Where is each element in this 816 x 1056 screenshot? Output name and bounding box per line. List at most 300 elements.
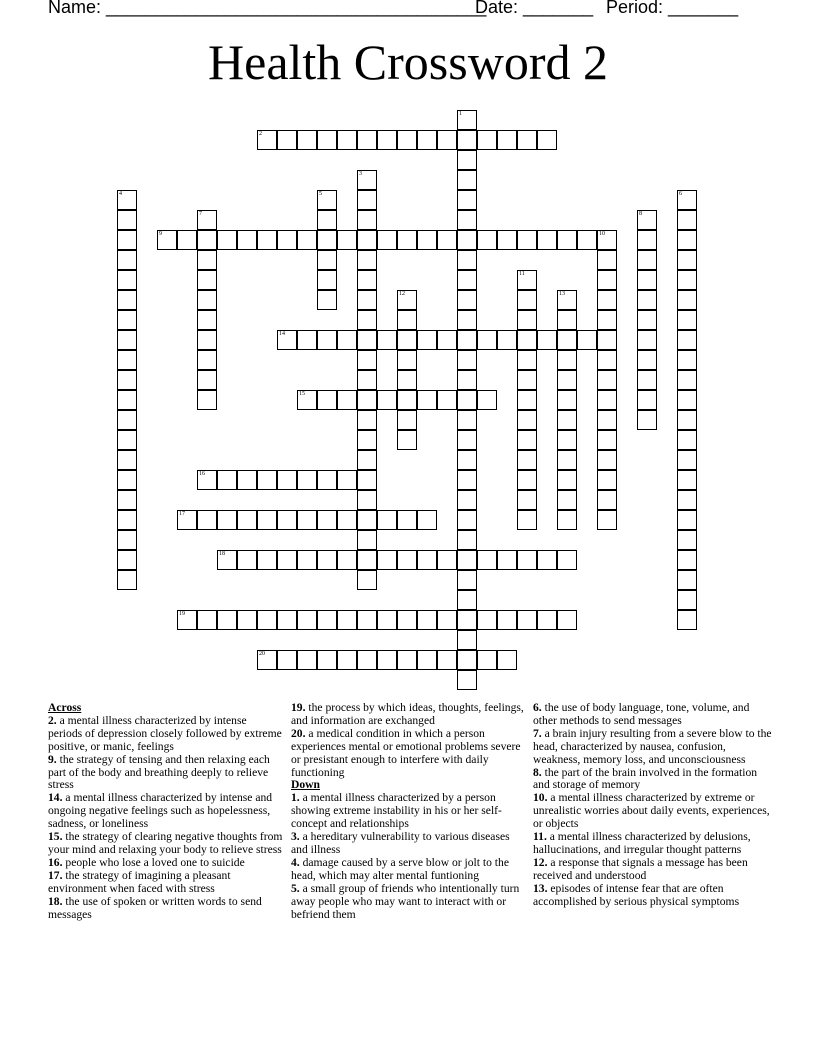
grid-cell[interactable]	[357, 610, 377, 630]
grid-cell[interactable]	[597, 350, 617, 370]
grid-cell[interactable]	[457, 210, 477, 230]
grid-cell[interactable]	[577, 330, 597, 350]
grid-cell[interactable]	[277, 650, 297, 670]
grid-cell[interactable]	[117, 210, 137, 230]
grid-cell[interactable]	[457, 530, 477, 550]
grid-cell[interactable]	[297, 470, 317, 490]
grid-cell[interactable]	[357, 650, 377, 670]
grid-cell[interactable]	[477, 650, 497, 670]
grid-cell[interactable]	[577, 230, 597, 250]
grid-cell[interactable]	[417, 130, 437, 150]
grid-cell[interactable]	[197, 390, 217, 410]
grid-cell[interactable]	[357, 230, 377, 250]
grid-cell[interactable]	[257, 510, 277, 530]
grid-cell[interactable]	[597, 370, 617, 390]
grid-cell[interactable]	[197, 250, 217, 270]
grid-cell[interactable]	[557, 410, 577, 430]
grid-cell[interactable]	[457, 130, 477, 150]
grid-cell[interactable]	[637, 290, 657, 310]
grid-cell[interactable]	[277, 610, 297, 630]
grid-cell[interactable]	[257, 130, 277, 150]
grid-cell[interactable]	[217, 610, 237, 630]
grid-cell[interactable]	[117, 470, 137, 490]
grid-cell[interactable]	[357, 470, 377, 490]
grid-cell[interactable]	[457, 190, 477, 210]
grid-cell[interactable]	[457, 350, 477, 370]
grid-cell[interactable]	[317, 510, 337, 530]
grid-cell[interactable]	[517, 370, 537, 390]
grid-cell[interactable]	[537, 550, 557, 570]
grid-cell[interactable]	[457, 110, 477, 130]
grid-cell[interactable]	[437, 650, 457, 670]
grid-cell[interactable]	[357, 550, 377, 570]
clue-number-label: 12	[399, 291, 405, 297]
grid-cell[interactable]	[297, 330, 317, 350]
grid-cell[interactable]	[677, 570, 697, 590]
grid-cell[interactable]	[457, 330, 477, 350]
grid-cell[interactable]	[497, 230, 517, 250]
grid-cell[interactable]	[637, 250, 657, 270]
grid-cell[interactable]	[117, 310, 137, 330]
clue-text: a mental illness characterized by extreme or unrealistic worries about daily events, experiences, or objects	[533, 791, 770, 831]
grid-cell[interactable]	[357, 190, 377, 210]
grid-cell[interactable]	[297, 650, 317, 670]
grid-cell[interactable]	[337, 390, 357, 410]
grid-cell[interactable]	[637, 350, 657, 370]
clue-number: 1.	[291, 791, 300, 805]
grid-cell[interactable]	[397, 370, 417, 390]
grid-cell[interactable]	[377, 390, 397, 410]
grid-cell[interactable]	[677, 370, 697, 390]
grid-cell[interactable]	[357, 130, 377, 150]
grid-cell[interactable]	[457, 410, 477, 430]
grid-cell[interactable]	[477, 330, 497, 350]
grid-cell[interactable]	[317, 550, 337, 570]
grid-cell[interactable]	[377, 130, 397, 150]
grid-cell[interactable]	[417, 390, 437, 410]
grid-cell[interactable]	[677, 530, 697, 550]
grid-cell[interactable]	[337, 550, 357, 570]
grid-cell[interactable]	[437, 550, 457, 570]
clue-number: 4.	[291, 855, 300, 869]
grid-cell[interactable]	[597, 510, 617, 530]
grid-cell[interactable]	[117, 290, 137, 310]
grid-cell[interactable]	[417, 330, 437, 350]
grid-cell[interactable]	[517, 350, 537, 370]
clue-text: damage caused by a serve blow or jolt to the head, which may alter mental funtioning	[291, 855, 509, 882]
grid-cell[interactable]	[317, 190, 337, 210]
grid-cell[interactable]	[197, 470, 217, 490]
grid-cell[interactable]	[637, 270, 657, 290]
grid-cell[interactable]	[557, 330, 577, 350]
grid-cell[interactable]	[397, 610, 417, 630]
grid-cell[interactable]	[677, 210, 697, 230]
grid-cell[interactable]	[117, 390, 137, 410]
grid-cell[interactable]	[337, 510, 357, 530]
grid-cell[interactable]	[357, 430, 377, 450]
grid-cell[interactable]	[677, 430, 697, 450]
grid-cell[interactable]	[597, 470, 617, 490]
grid-cell[interactable]	[677, 490, 697, 510]
grid-cell[interactable]	[177, 610, 197, 630]
grid-cell[interactable]	[557, 430, 577, 450]
grid-cell[interactable]	[457, 630, 477, 650]
grid-cell[interactable]	[317, 130, 337, 150]
grid-cell[interactable]	[317, 230, 337, 250]
grid-cell[interactable]	[597, 330, 617, 350]
grid-cell[interactable]	[417, 230, 437, 250]
grid-cell[interactable]	[397, 410, 417, 430]
grid-cell[interactable]	[197, 370, 217, 390]
grid-cell[interactable]	[477, 390, 497, 410]
grid-cell[interactable]	[357, 410, 377, 430]
grid-cell[interactable]	[317, 610, 337, 630]
grid-cell[interactable]	[677, 310, 697, 330]
grid-cell[interactable]	[517, 450, 537, 470]
grid-cell[interactable]	[457, 490, 477, 510]
grid-cell[interactable]	[597, 490, 617, 510]
grid-cell[interactable]	[117, 450, 137, 470]
grid-cell[interactable]	[457, 550, 477, 570]
grid-cell[interactable]	[237, 230, 257, 250]
grid-cell[interactable]	[637, 410, 657, 430]
grid-cell[interactable]	[357, 390, 377, 410]
grid-cell[interactable]	[677, 250, 697, 270]
grid-cell[interactable]	[337, 130, 357, 150]
grid-cell[interactable]	[677, 290, 697, 310]
grid-cell[interactable]	[317, 470, 337, 490]
grid-cell[interactable]	[437, 390, 457, 410]
grid-cell[interactable]	[457, 610, 477, 630]
grid-cell[interactable]	[397, 130, 417, 150]
grid-cell[interactable]	[477, 230, 497, 250]
grid-cell[interactable]	[157, 230, 177, 250]
grid-cell[interactable]	[557, 450, 577, 470]
grid-cell[interactable]	[397, 230, 417, 250]
grid-cell[interactable]	[277, 330, 297, 350]
grid-cell[interactable]	[357, 570, 377, 590]
grid-cell[interactable]	[317, 210, 337, 230]
across-clue	[291, 702, 526, 728]
grid-cell[interactable]	[377, 610, 397, 630]
grid-cell[interactable]	[297, 130, 317, 150]
grid-cell[interactable]	[397, 550, 417, 570]
grid-cell[interactable]	[397, 330, 417, 350]
grid-cell[interactable]	[517, 410, 537, 430]
grid-cell[interactable]	[197, 210, 217, 230]
grid-cell[interactable]	[637, 310, 657, 330]
grid-cell[interactable]	[397, 310, 417, 330]
grid-cell[interactable]	[317, 270, 337, 290]
grid-cell[interactable]	[557, 370, 577, 390]
grid-cell[interactable]	[517, 610, 537, 630]
grid-cell[interactable]	[397, 430, 417, 450]
grid-cell[interactable]	[537, 610, 557, 630]
grid-cell[interactable]	[397, 350, 417, 370]
grid-cell[interactable]	[517, 490, 537, 510]
grid-cell[interactable]	[197, 350, 217, 370]
grid-cell[interactable]	[317, 650, 337, 670]
grid-cell[interactable]	[597, 270, 617, 290]
grid-cell[interactable]	[357, 510, 377, 530]
grid-cell[interactable]	[337, 610, 357, 630]
grid-cell[interactable]	[637, 370, 657, 390]
grid-cell[interactable]	[277, 550, 297, 570]
clue-number-label: 13	[559, 291, 565, 297]
grid-cell[interactable]	[677, 330, 697, 350]
grid-cell[interactable]	[197, 290, 217, 310]
grid-cell[interactable]	[117, 510, 137, 530]
grid-cell[interactable]	[597, 290, 617, 310]
grid-cell[interactable]	[377, 510, 397, 530]
grid-cell[interactable]	[357, 310, 377, 330]
grid-cell[interactable]	[117, 230, 137, 250]
grid-cell[interactable]	[677, 190, 697, 210]
grid-cell[interactable]	[237, 550, 257, 570]
grid-cell[interactable]	[297, 390, 317, 410]
grid-cell[interactable]	[457, 270, 477, 290]
grid-cell[interactable]	[337, 470, 357, 490]
grid-cell[interactable]	[417, 510, 437, 530]
grid-cell[interactable]	[537, 330, 557, 350]
grid-cell[interactable]	[117, 270, 137, 290]
grid-cell[interactable]	[457, 510, 477, 530]
grid-cell[interactable]	[297, 610, 317, 630]
grid-cell[interactable]	[357, 490, 377, 510]
grid-cell[interactable]	[457, 370, 477, 390]
grid-cell[interactable]	[457, 170, 477, 190]
grid-cell[interactable]	[517, 510, 537, 530]
grid-cell[interactable]	[237, 470, 257, 490]
grid-cell[interactable]	[677, 350, 697, 370]
clue-number-label: 3	[359, 171, 362, 177]
grid-cell[interactable]	[517, 430, 537, 450]
grid-cell[interactable]	[597, 450, 617, 470]
grid-cell[interactable]	[277, 470, 297, 490]
grid-cell[interactable]	[457, 670, 477, 690]
grid-cell[interactable]	[177, 510, 197, 530]
grid-cell[interactable]	[377, 650, 397, 670]
grid-cell[interactable]	[597, 390, 617, 410]
grid-cell[interactable]	[497, 610, 517, 630]
grid-cell[interactable]	[117, 190, 137, 210]
grid-cell[interactable]	[317, 290, 337, 310]
grid-cell[interactable]	[517, 290, 537, 310]
grid-cell[interactable]	[217, 470, 237, 490]
grid-cell[interactable]	[517, 550, 537, 570]
down-clue	[291, 792, 526, 831]
grid-cell[interactable]	[277, 510, 297, 530]
grid-cell[interactable]	[677, 390, 697, 410]
grid-cell[interactable]	[217, 510, 237, 530]
grid-cell[interactable]	[117, 350, 137, 370]
grid-cell[interactable]	[477, 550, 497, 570]
clue-number: 5.	[291, 881, 300, 895]
grid-cell[interactable]	[397, 650, 417, 670]
grid-cell[interactable]	[397, 390, 417, 410]
clue-number-label: 18	[219, 551, 225, 557]
grid-cell[interactable]	[497, 550, 517, 570]
grid-cell[interactable]	[277, 230, 297, 250]
grid-cell[interactable]	[517, 470, 537, 490]
grid-cell[interactable]	[677, 410, 697, 430]
grid-cell[interactable]	[557, 610, 577, 630]
grid-cell[interactable]	[437, 330, 457, 350]
grid-cell[interactable]	[457, 150, 477, 170]
grid-cell[interactable]	[677, 230, 697, 250]
grid-cell[interactable]	[217, 550, 237, 570]
grid-cell[interactable]	[357, 530, 377, 550]
grid-cell[interactable]	[457, 310, 477, 330]
grid-cell[interactable]	[637, 210, 657, 230]
grid-cell[interactable]	[237, 610, 257, 630]
grid-cell[interactable]	[537, 230, 557, 250]
grid-cell[interactable]	[117, 330, 137, 350]
grid-cell[interactable]	[237, 510, 257, 530]
grid-cell[interactable]	[257, 650, 277, 670]
grid-cell[interactable]	[417, 550, 437, 570]
across-clue	[48, 870, 283, 896]
grid-cell[interactable]	[477, 130, 497, 150]
grid-cell[interactable]	[437, 230, 457, 250]
grid-cell[interactable]	[557, 350, 577, 370]
grid-cell[interactable]	[457, 590, 477, 610]
grid-cell[interactable]	[297, 550, 317, 570]
grid-cell[interactable]	[257, 610, 277, 630]
grid-cell[interactable]	[557, 230, 577, 250]
grid-cell[interactable]	[357, 290, 377, 310]
grid-cell[interactable]	[477, 610, 497, 630]
grid-cell[interactable]	[257, 550, 277, 570]
grid-cell[interactable]	[357, 210, 377, 230]
grid-cell[interactable]	[317, 250, 337, 270]
grid-cell[interactable]	[497, 130, 517, 150]
grid-cell[interactable]	[357, 350, 377, 370]
grid-cell[interactable]	[357, 270, 377, 290]
grid-cell[interactable]	[557, 510, 577, 530]
grid-cell[interactable]	[557, 490, 577, 510]
grid-cell[interactable]	[457, 290, 477, 310]
grid-cell[interactable]	[257, 230, 277, 250]
grid-cell[interactable]	[117, 430, 137, 450]
grid-cell[interactable]	[537, 130, 557, 150]
grid-cell[interactable]	[497, 330, 517, 350]
grid-cell[interactable]	[337, 650, 357, 670]
grid-cell[interactable]	[637, 330, 657, 350]
grid-cell[interactable]	[597, 230, 617, 250]
grid-cell[interactable]	[557, 310, 577, 330]
grid-cell[interactable]	[377, 550, 397, 570]
grid-cell[interactable]	[197, 610, 217, 630]
grid-cell[interactable]	[417, 610, 437, 630]
grid-cell[interactable]	[197, 230, 217, 250]
grid-cell[interactable]	[117, 370, 137, 390]
grid-cell[interactable]	[357, 450, 377, 470]
grid-cell[interactable]	[357, 330, 377, 350]
grid-cell[interactable]	[397, 290, 417, 310]
grid-cell[interactable]	[597, 310, 617, 330]
grid-cell[interactable]	[457, 250, 477, 270]
clue-text: the process by which ideas, thoughts, feelings, and information are exchanged	[291, 701, 524, 727]
grid-cell[interactable]	[217, 230, 237, 250]
grid-cell[interactable]	[337, 230, 357, 250]
grid-cell[interactable]	[457, 570, 477, 590]
clue-number: 17.	[48, 868, 63, 882]
grid-cell[interactable]	[457, 390, 477, 410]
grid-cell[interactable]	[677, 270, 697, 290]
grid-cell[interactable]	[177, 230, 197, 250]
grid-cell[interactable]	[517, 230, 537, 250]
grid-cell[interactable]	[457, 430, 477, 450]
grid-cell[interactable]	[117, 570, 137, 590]
grid-cell[interactable]	[557, 470, 577, 490]
grid-cell[interactable]	[637, 390, 657, 410]
grid-cell[interactable]	[457, 650, 477, 670]
grid-cell[interactable]	[517, 310, 537, 330]
down-clue	[533, 728, 773, 767]
grid-cell[interactable]	[317, 390, 337, 410]
grid-cell[interactable]	[197, 510, 217, 530]
grid-cell[interactable]	[337, 330, 357, 350]
grid-cell[interactable]	[557, 290, 577, 310]
grid-cell[interactable]	[357, 170, 377, 190]
grid-cell[interactable]	[297, 510, 317, 530]
grid-cell[interactable]	[597, 250, 617, 270]
clue-number-label: 20	[259, 651, 265, 657]
grid-cell[interactable]	[457, 450, 477, 470]
grid-cell[interactable]	[677, 470, 697, 490]
grid-cell[interactable]	[437, 130, 457, 150]
grid-cell[interactable]	[197, 270, 217, 290]
grid-cell[interactable]	[197, 310, 217, 330]
grid-cell[interactable]	[517, 330, 537, 350]
grid-cell[interactable]	[677, 450, 697, 470]
grid-cell[interactable]	[417, 650, 437, 670]
grid-cell[interactable]	[357, 370, 377, 390]
grid-cell[interactable]	[257, 470, 277, 490]
grid-cell[interactable]	[117, 530, 137, 550]
grid-cell[interactable]	[677, 510, 697, 530]
grid-cell[interactable]	[357, 250, 377, 270]
grid-cell[interactable]	[277, 130, 297, 150]
grid-cell[interactable]	[377, 330, 397, 350]
grid-cell[interactable]	[397, 510, 417, 530]
grid-cell[interactable]	[317, 330, 337, 350]
grid-cell[interactable]	[117, 490, 137, 510]
grid-cell[interactable]	[557, 550, 577, 570]
grid-cell[interactable]	[597, 410, 617, 430]
grid-cell[interactable]	[497, 650, 517, 670]
grid-cell[interactable]	[297, 230, 317, 250]
grid-cell[interactable]	[117, 250, 137, 270]
grid-cell[interactable]	[197, 330, 217, 350]
grid-cell[interactable]	[677, 550, 697, 570]
grid-cell[interactable]	[437, 610, 457, 630]
grid-cell[interactable]	[557, 390, 577, 410]
grid-cell[interactable]	[517, 270, 537, 290]
grid-cell[interactable]	[517, 390, 537, 410]
grid-cell[interactable]	[517, 130, 537, 150]
grid-cell[interactable]	[117, 550, 137, 570]
grid-cell[interactable]	[457, 230, 477, 250]
grid-cell[interactable]	[457, 470, 477, 490]
grid-cell[interactable]	[597, 430, 617, 450]
grid-cell[interactable]	[377, 230, 397, 250]
grid-cell[interactable]	[677, 590, 697, 610]
grid-cell[interactable]	[677, 610, 697, 630]
grid-cell[interactable]	[117, 410, 137, 430]
grid-cell[interactable]	[637, 230, 657, 250]
